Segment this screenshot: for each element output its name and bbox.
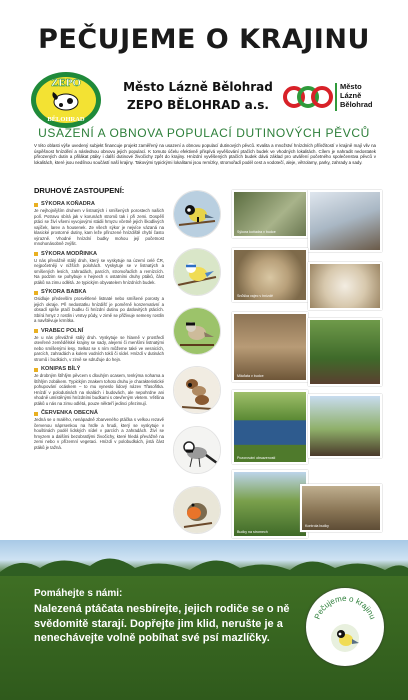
species-description: Je drobným štíhlým pěvcem s dlouhým ocasem, tenkýma nohama a štíhlým zobákem. Typickým znakem tohoto druhu je charakteristické pohupování ocáskem – to mu vyneslo lidový název Třasořitka. Hnízdí v polodutinách na skalách i budovách, ale nepohrdne ani vhodně umístěnými hnízdními budkami s otevřeným vletem. Většina ptáků u nás na zimu odlétá, pouze někteří jedinci přezimují. [34, 373, 164, 406]
species-name: SÝKORA BABKA [41, 289, 87, 295]
photo-nestbox-inside [300, 484, 382, 532]
species-item [34, 328, 164, 363]
zepo-logo-top-text: ZEPO [51, 77, 81, 89]
bullet-marker [34, 291, 38, 295]
photo-caption: Budky na stromech [237, 530, 268, 534]
svg-text:Pečujeme o krajinu [313, 594, 378, 621]
species-item [34, 201, 164, 247]
zepo-logo [30, 71, 102, 129]
intro-paragraph: V této oblasti výše uvedený subjekt financuje projekt zaměřený na usazení a obnovu populací dutinových pěvců. Kvalita a množství hnízdních příležitostí v krajině mají vliv na úspěšnost hnízdění a následnou obnovu jejich populací. K tomuto účelu efektivně přispívá vyvěšování ptačích budek ve vhodných lokalitách. Cílem je nahradit nedostatek přirozených dutin a přilákat ptáky i další dutinové živočichy zpět do krajiny. Hnízdní vyvěšených ptačích budek dává základ pro utváření početného společenstva pěvců v lokalitách, které jsou nedílnou součástí naší krajiny. Takovými typickými lokalitami jsou remízky, stromořadí podél cest a vodotečí, aleje, větrolamy, parky, zahrady a sady. [34, 143, 376, 166]
species-item [34, 251, 164, 286]
species-description: Osidluje především prosvětlené listnaté nebo smíšené porosty a jejich okraje. Při nedostatku hnízdišť je poměrně konzervativní a obsadí spíše ptačí budku či hnízdní dutinu po datlovitých ptácích. Sbírá hmyz z rostlin i vrstvy půdy, v zimě se přiživuje semeny rostlin a navštěvuje krmítka. [34, 296, 164, 323]
species-item [34, 410, 164, 450]
blue-tit-icon [173, 248, 221, 296]
badge-seal [306, 588, 384, 666]
poster-subtitle: USAZENÍ A OBNOVA POPULACÍ DUTINOVÝCH PĚVCŮ [38, 126, 370, 140]
species-name: VRABEC POLNÍ [41, 327, 84, 334]
badge-text: Pečujeme o krajinu [312, 593, 378, 621]
bullet-marker [34, 252, 38, 256]
marsh-tit-icon [173, 307, 221, 355]
partners-block [123, 78, 273, 114]
robin-icon [173, 486, 221, 534]
photo-blue-nestbox [232, 390, 308, 464]
help-body: Nalezená ptáčata nesbírejte, jejich rodiče se o ně svědomitě starají. Dopřejte jim klid, nerušte je a nenechávejte volně pobíhat své psí mazlíčky. [34, 603, 290, 644]
bird-icon [331, 624, 359, 652]
species-name: ČERVENKA OBECNÁ [41, 410, 98, 416]
bullet-marker [34, 329, 38, 333]
photo-caption: Sýkora koňadra v budce [237, 230, 276, 234]
bullet-marker [34, 412, 38, 416]
tree-sparrow-icon [173, 366, 221, 414]
mesto-line-3: Bělohrad [340, 100, 373, 109]
photo-nestbox-branch [308, 394, 382, 458]
species-name: SÝKORA MODŘINKA [41, 250, 98, 257]
species-list [34, 201, 164, 454]
great-tit-icon [173, 190, 221, 238]
species-description: Je u nás převážně stálý druh. Vyskytuje se hlavně v prostředí otevřené zemědělské krajiny se sady, alejemi či menšími listnatými nebo smíšenými lesy. Selkat se s ním můžeme také ve vesnicích, parcích, zahradách a kolem vodních toků či sídel. Hnízdí v dutinách stromů i budkách, v zimě se sdružuje do hejn. [34, 334, 164, 362]
partner-town: Město Lázně Bělohrad [123, 80, 273, 94]
tree-line-illustration [0, 548, 408, 576]
photo-caption: Pozorování obsazenosti [237, 456, 276, 460]
photo-caption: Mláďata v budce [237, 374, 264, 378]
help-title: Pomáhejte s námi: [34, 588, 123, 599]
bullet-marker [34, 203, 38, 207]
photo-woodpecker-trunk [308, 190, 382, 252]
poster-title: PEČUJEME O KRAJINU [38, 24, 370, 55]
mesto-logo-text [340, 82, 373, 109]
mesto-line-2: Lázně [340, 91, 362, 100]
photo-caption: Kontrola budky [305, 524, 329, 528]
species-name: KONIPAS BÍLÝ [41, 366, 81, 372]
white-wagtail-icon [173, 426, 221, 474]
species-description: Je nejhojnějším druhem v listnatých i smíšených porostech našich polí. Potravu sbírá jak v korunách stromů tak i při zemi. Dospělí ptáci se živí všemi vyvojovými stádii hmyzu včetně jejich škodlivých vajíček, larev a housenek. Ze všech sýkor je nejvíce vázaná na klasické prostorné dutiny, kam leže přirozené hnízdiště chybí často výrazně. Vhodné hnízdní budky mohou její početnost mnohonásobně zvýšit. [34, 208, 164, 246]
photo-nestbox-tree [308, 318, 382, 386]
photo-trees [232, 470, 308, 538]
campaign-badge [306, 588, 384, 666]
photo-chicks-in-box [232, 312, 308, 382]
species-description: U nás převážně stálý druh, který se vyskytuje na území celé ČR, nejpočetněji v nižších polohách. Vyskytuje se v listnatých a smíšených lesích, zahradách, parcích, stromořadích a remízcích. Na podzim se pohybuje v hejnech s ostatními druhy ptáků, část ptáků na zimu odlétá. Je typickým obyvatelem hnízdních budek. [34, 257, 164, 285]
bullet-marker [34, 368, 38, 372]
species-item [34, 289, 164, 324]
partner-company: ZEPO BĚLOHRAD a.s. [127, 98, 269, 112]
species-heading: DRUHOVÉ ZASTOUPENÍ: [34, 186, 125, 195]
photo-eggs-closeup [308, 262, 382, 310]
species-description: Jedná se o malého, nenápadně zbarveného ptáčka s velkou rezavě červenou náprsenkou na hrdle a hrudi, který se vyskytuje v houštinách podél lidských sídel v parcích a zahradách. Živí se hmyzem a dalšími bezobratlými živočichy, které hledá převážně na zemi nebo v přízemní vegetaci. Hnízdí v polobudkách, jistá část ptáků je tažná. [34, 417, 164, 450]
mesto-line-1: Město [340, 82, 362, 91]
help-message [34, 588, 294, 646]
species-name: SÝKORA KOŇADRA [41, 201, 95, 207]
photo-nestbox-bird [232, 190, 308, 238]
photo-nest-eggs [232, 248, 308, 302]
photo-caption: Snůška vajec v hnízdě [237, 294, 273, 298]
zepo-logo-bottom-text: BĚLOHRAD [47, 116, 85, 123]
species-item [34, 366, 164, 406]
